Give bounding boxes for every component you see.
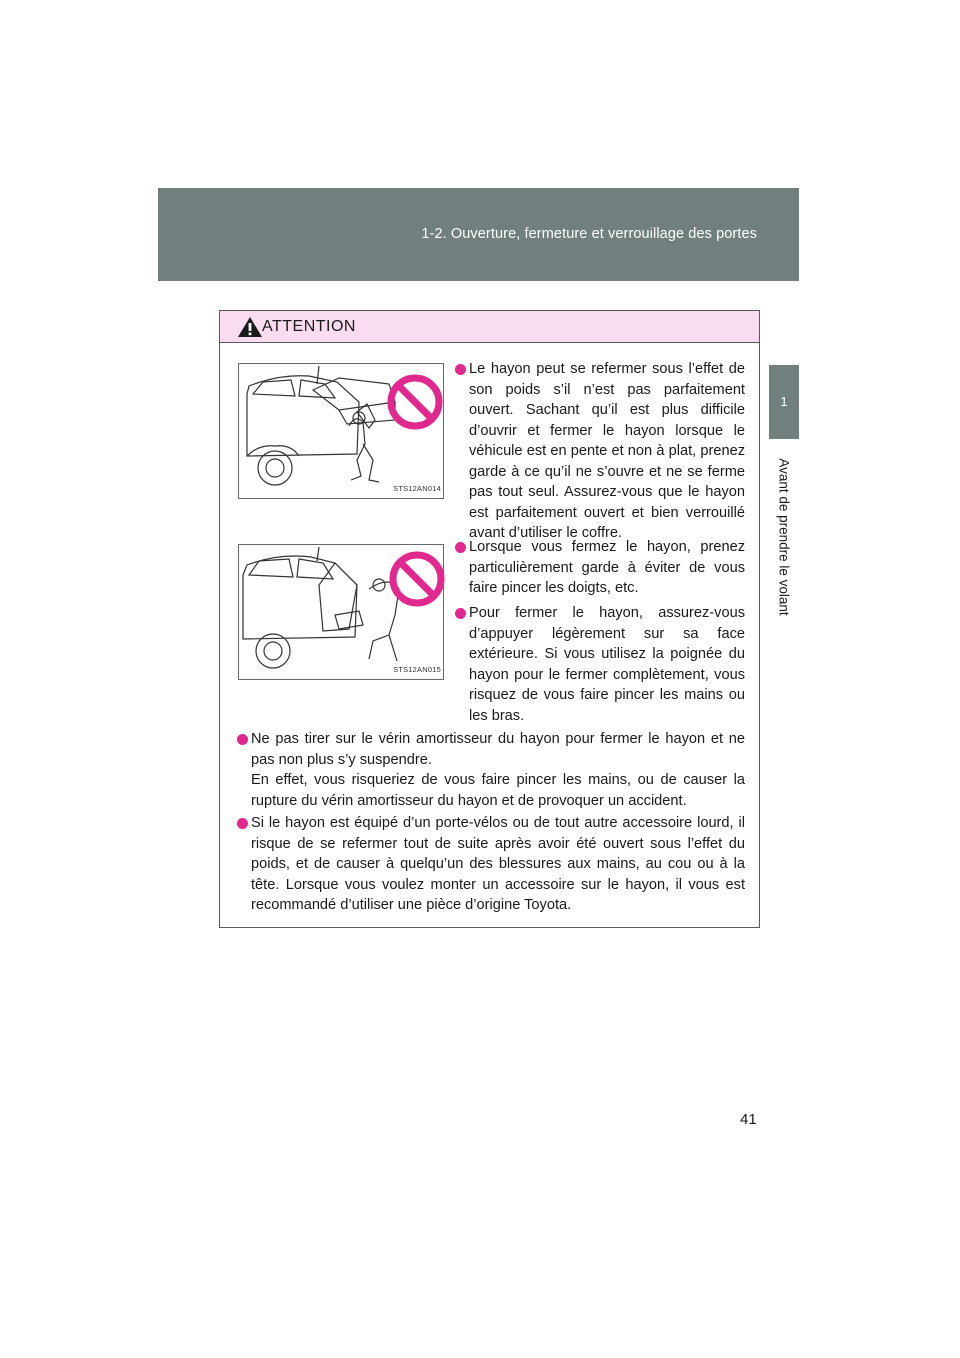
warning-bullet [455, 603, 745, 726]
bullet-dot-icon [455, 542, 466, 553]
bullet-text: Ne pas tirer sur le vérin amortisseur du hayon pour fermer le hayon et ne pas non plus s’y suspendre. [251, 731, 745, 768]
warning-bullet-wide [237, 813, 745, 916]
bullet-dot-icon [237, 818, 248, 829]
warning-header [220, 311, 759, 343]
no-entry-icon [389, 551, 445, 607]
page-number: 41 [740, 1111, 757, 1128]
figure-code: STS12AN015 [393, 665, 441, 674]
section-number: 1 [780, 394, 788, 409]
warning-box [219, 310, 760, 928]
warning-title: ATTENTION [262, 318, 356, 335]
warning-bullet [455, 537, 745, 599]
warning-bullet [455, 359, 745, 544]
section-label [772, 452, 796, 622]
bullet-text: Le hayon peut se refermer sous l’effet de son poids s’il n’est pas parfaitement ouvert. Sachant qu’il est plus difficile d’ouvrir et fermer le hayon lorsque le véhicule est en pente et non à plat, prenez garde à ce qu’il ne s’ouvre et ne se ferme pas tout seul. Assurez-vous que le hayon est parfaitement ouvert et bien verrouillé avant d’utiliser le coffre. [469, 361, 745, 541]
bullet-dot-icon [455, 608, 466, 619]
chapter-title: 1-2. Ouverture, fermeture et verrouillage des portes [421, 226, 757, 242]
bullet-continuation: En effet, vous risqueriez de vous faire pincer les mains, ou de causer la rupture du vérin amortisseur du hayon et de provoquer un accident. [251, 772, 745, 809]
chapter-header [158, 188, 799, 281]
no-entry-icon [387, 374, 443, 430]
bullet-text: Pour fermer le hayon, assurez-vous d’appuyer légèrement sur sa face extérieure. Si vous utilisez la poignée du hayon pour le fermer complètement, vous risquez de vous faire pincer les mains ou les bras. [469, 605, 745, 724]
illustration-tailgate-closing [238, 363, 444, 499]
warning-triangle-icon [237, 316, 263, 338]
bullet-text: Si le hayon est équipé d’un porte-vélos ou de tout autre accessoire lourd, il risque de se refermer tout de suite après avoir été ouvert sous l’effet du poids, et de causer à quelqu’un des blessures aux mains, au cou ou à la tête. Lorsque vous voulez monter un accessoire sur le hayon, il vous est recommandé d’utiliser une pièce d’origine Toyota. [251, 815, 745, 913]
warning-bullet-wide [237, 729, 745, 811]
bullet-text: Lorsque vous fermez le hayon, prenez particulièrement garde à éviter de vous faire pincer les doigts, etc. [469, 539, 745, 596]
bullet-dot-icon [237, 734, 248, 745]
bullet-dot-icon [455, 364, 466, 375]
illustration-tailgate-pinch [238, 544, 444, 680]
section-label-text: Avant de prendre le volant [776, 458, 792, 616]
figure-code: STS12AN014 [393, 484, 441, 493]
